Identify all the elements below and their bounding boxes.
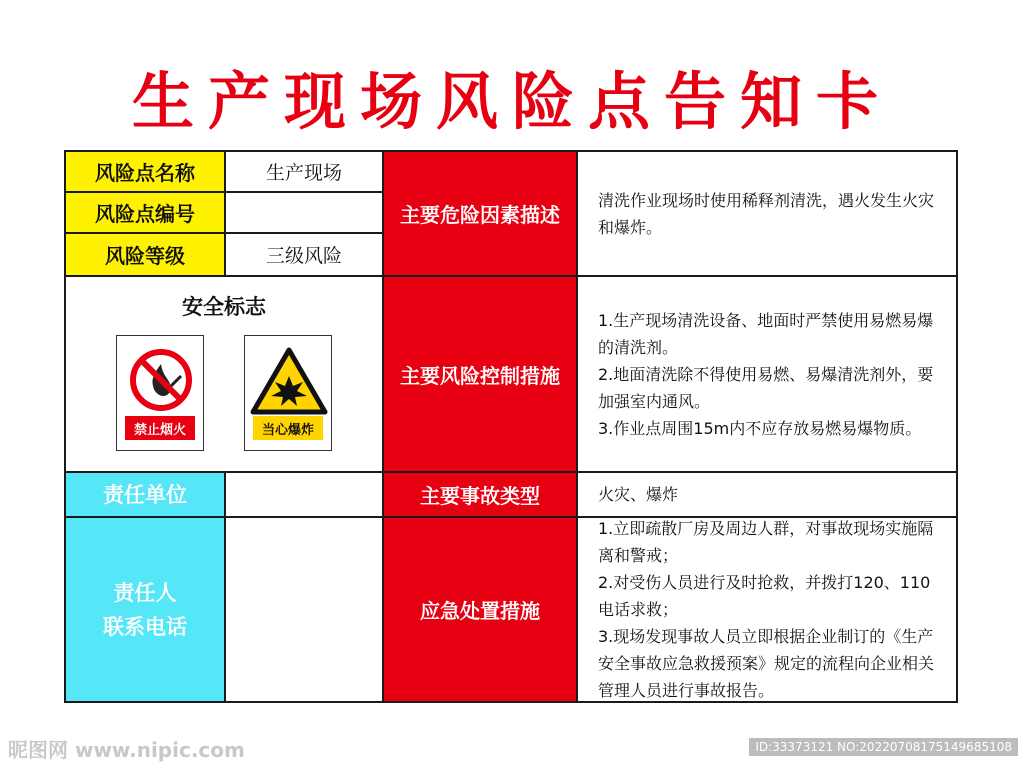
contact-value — [226, 518, 384, 701]
hazard-label: 主要危险因素描述 — [384, 152, 578, 277]
watermark-logo: 昵图网 www.nipic.com — [8, 738, 245, 762]
control-item: 1.生产现场清洗设备、地面时严禁使用易燃易爆的清洗剂。 — [598, 310, 934, 357]
risk-notice-card — [64, 150, 958, 703]
contact-label-line1: 责任人 — [113, 580, 177, 605]
responsible-unit-value — [226, 473, 384, 518]
risk-level-value: 三级风险 — [226, 234, 384, 277]
hazard-description — [578, 152, 958, 277]
control-item: 3.作业点周围15m内不应存放易燃易爆物质。 — [598, 418, 922, 438]
contact-label-line2: 联系电话 — [103, 614, 187, 639]
emergency-label: 应急处置措施 — [384, 518, 578, 701]
page-title: 生产现场风险点告知卡 — [131, 65, 892, 138]
risk-name-label: 风险点名称 — [66, 152, 226, 193]
control-item: 2.地面清洗除不得使用易燃、易爆清洗剂外，要加强室内通风。 — [598, 364, 934, 411]
accident-type-text: 火灾、爆炸 — [598, 485, 679, 504]
control-measures — [578, 277, 958, 473]
emergency-item: 1.立即疏散厂房及周边人群，对事故现场实施隔离和警戒； — [598, 519, 934, 565]
risk-name-value: 生产现场 — [226, 152, 384, 193]
emergency-measures — [578, 518, 958, 701]
no-fire-sign — [116, 335, 204, 451]
accident-type-label: 主要事故类型 — [384, 473, 578, 518]
watermark-id: ID:33373121 NO:20220708175149685108 — [749, 738, 1018, 756]
safety-signs-panel — [66, 277, 384, 473]
control-label: 主要风险控制措施 — [384, 277, 578, 473]
hazard-text: 清洗作业现场时使用稀释剂清洗，遇火发生火灾和爆炸。 — [598, 190, 935, 237]
emergency-item: 2.对受伤人员进行及时抢救，并拨打120、110电话求救； — [598, 573, 931, 619]
no-fire-icon — [117, 342, 205, 422]
risk-code-value — [226, 193, 384, 234]
explosion-warning-label: 当心爆炸 — [253, 416, 323, 440]
responsible-unit-label: 责任单位 — [66, 473, 226, 518]
safety-signs-title: 安全标志 — [182, 295, 266, 319]
explosion-warning-icon — [245, 342, 333, 422]
accident-type-value — [578, 473, 958, 518]
contact-label — [66, 518, 226, 701]
explosion-warning-sign — [244, 335, 332, 451]
no-fire-label: 禁止烟火 — [125, 416, 195, 440]
risk-level-label: 风险等级 — [66, 234, 226, 277]
risk-code-label: 风险点编号 — [66, 193, 226, 234]
emergency-item: 3.现场发现事故人员立即根据企业制订的《生产安全事故应急救援预案》规定的流程向企业相关管理人员进行事故报告。 — [598, 627, 935, 700]
